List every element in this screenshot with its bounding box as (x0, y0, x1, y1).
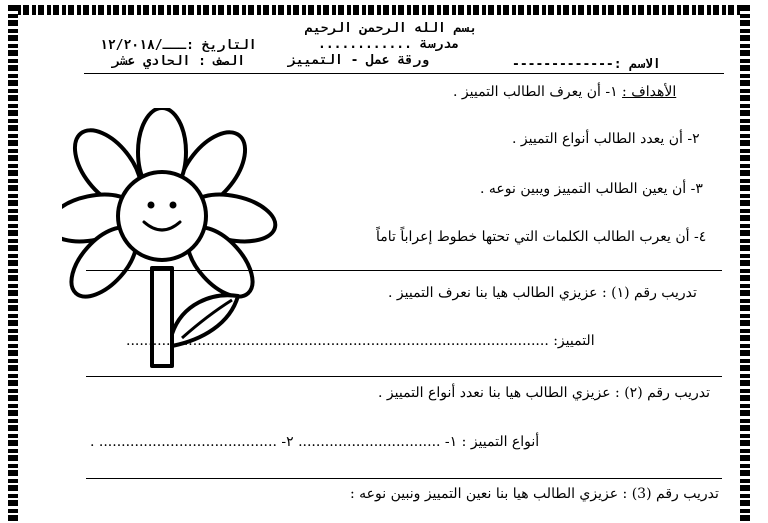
page-border-top (8, 5, 750, 15)
objective-2: ٢- أن يعدد الطالب أنواع التمييز . (512, 131, 700, 147)
section-divider-1 (86, 270, 722, 271)
school-name: مدرسة ............ (318, 37, 459, 52)
exercise-2-heading: تدريب رقم (٢) : عزيزي الطالب هيا بنا نعدد أنواع التمييز . (378, 385, 710, 401)
student-name-field: الاسم :------------- (512, 57, 661, 72)
section-divider-3 (86, 478, 722, 479)
page-border-left (8, 5, 18, 523)
date-field: التاريخ :ـــ/١٢/٢٠١٨ (100, 38, 257, 53)
worksheet-title: ورقة عمل - التمييز (288, 53, 429, 68)
exercise-1-answer-line: التمييز: ............................................................................................... (126, 333, 595, 349)
section-divider-2 (86, 376, 722, 377)
exercise-2-answer-line: أنواع التمييز : ١- ................................ ٢- ........................................ . (90, 434, 540, 450)
exercise-3-heading: تدريب رقم (3) : عزيزي الطالب هيا بنا نعين التمييز ونبين نوعه : (350, 486, 719, 502)
grade-field: الصف : الحادي عشر (112, 54, 246, 69)
exercise-1-heading: تدريب رقم (١) : عزيزي الطالب هيا بنا نعرف التمييز . (388, 285, 697, 301)
objectives-row-1 (453, 84, 676, 100)
page-border-right (740, 5, 750, 523)
basmala: بسم الله الرحمن الرحيم (305, 21, 478, 36)
header-divider (84, 73, 724, 74)
objective-4: ٤- أن يعرب الطالب الكلمات التي تحتها خطوط إعراباً تاماً (376, 229, 707, 245)
objectives-label: الأهداف : (622, 84, 677, 100)
objective-3: ٣- أن يعين الطالب التمييز ويبين نوعه . (480, 181, 703, 197)
objective-1: ١- أن يعرف الطالب التمييز . (453, 84, 618, 100)
